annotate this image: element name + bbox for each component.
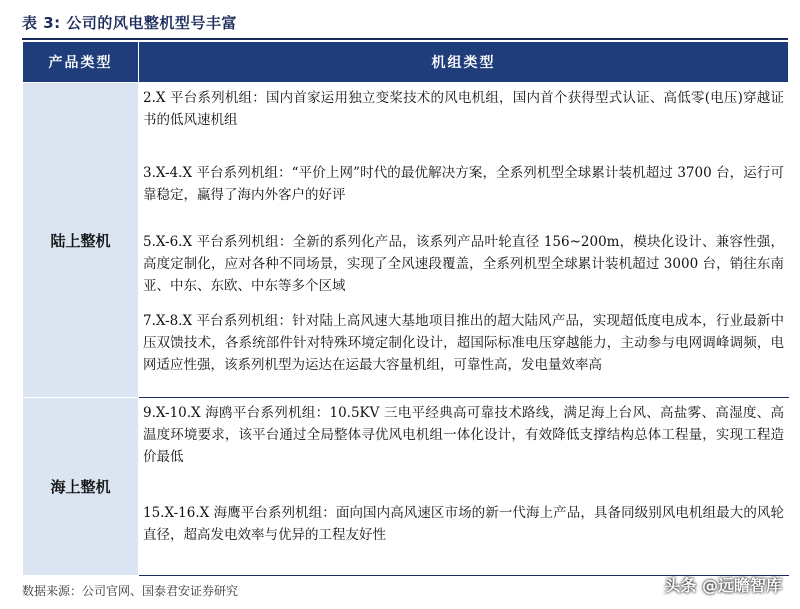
title-rule <box>22 38 788 40</box>
table-header-row <box>23 42 789 83</box>
table-title: 表 3: 公司的风电整机型号丰富 <box>22 14 237 32</box>
watermark: 头条 @远瞻智库 <box>664 576 782 595</box>
row-3x-4x-platform: 3.X-4.X 平台系列机组：“平价上网”时代的最优解决方案，全系列机型全球累计装机超过 3700 台，运行可靠稳定，赢得了海内外客户的好评 <box>139 158 789 227</box>
source-note: 数据来源：公司官网、国泰君安证券研究 <box>22 584 239 598</box>
row-2x-platform: 2.X 平台系列机组：国内首家运用独立变桨技术的风电机组，国内首个获得型式认证、高低零(电压)穿越证书的低风速机组 <box>139 83 789 158</box>
header-unit-type: 机组类型 <box>139 42 789 83</box>
row-7x-8x-platform: 7.X-8.X 平台系列机组：针对陆上高风速大基地项目推出的超大陆风产品，实现超低度电成本，行业最新中压双馈技术，各系统部件针对特殊环境定制化设计，超国际标准电压穿越能力，主动参与电网调峰调频，电网适应性强，该系列机型为运达在运最大容量机组，可靠性高，发电量效率高 <box>139 306 789 398</box>
header-product-type: 产品类型 <box>23 42 139 83</box>
row-9x-10x-platform: 9.X-10.X 海鸥平台系列机组：10.5KV 三电平经典高可靠技术路线，满足海上台风、高盐雾、高湿度、高温度环境要求，该平台通过全局整体寻优风电机组一体化设计，有效降低支撑结构总体工程量，实现工程造价最低 <box>139 398 789 498</box>
row-15x-16x-platform: 15.X-16.X 海鹰平台系列机组：面向国内高风速区市场的新一代海上产品，具备同级别风电机组最大的风轮直径，超高发电效率与优异的工程友好性 <box>139 498 789 576</box>
table-row <box>23 398 789 498</box>
category-onshore: 陆上整机 <box>23 83 139 398</box>
category-offshore: 海上整机 <box>23 398 139 576</box>
table-row <box>23 83 789 158</box>
product-table <box>22 41 789 576</box>
row-5x-6x-platform: 5.X-6.X 平台系列机组：全新的系列化产品，该系列产品叶轮直径 156~200m，模块化设计、兼容性强，高度定制化，应对各种不同场景，实现了全风速段覆盖，全系列机型全球累计装机超过 3000 台，销往东南亚、中东、东欧、中东等多个区域 <box>139 227 789 306</box>
